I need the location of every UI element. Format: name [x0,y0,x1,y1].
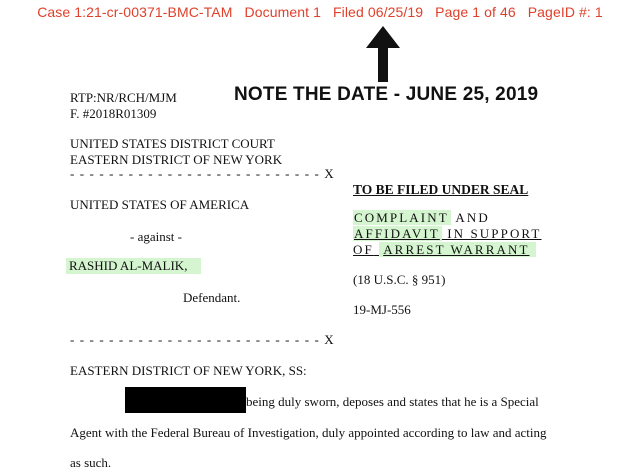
page-id: PageID #: 1 [527,4,603,20]
case-number: Case 1:21-cr-00371-BMC-TAM [37,4,233,20]
complaint-word: COMPLAINT [354,210,449,225]
caption-divider-top: - - - - - - - - - - - - - - - - - - - - - - - - - - X [70,166,335,181]
affidavit-line-3: as such. [70,455,112,470]
caption-line-1 [353,210,490,226]
up-arrow-icon [366,26,400,82]
page-count: Page 1 of 46 [435,4,516,20]
venue-line: EASTERN DISTRICT OF NEW YORK, SS: [70,363,307,378]
case-header [0,4,640,20]
date-annotation: NOTE THE DATE - JUNE 25, 2019 [234,84,539,105]
and-word: AND [450,210,490,225]
caption-line-3 [353,242,536,258]
in-support-words: IN SUPPORT [441,226,542,241]
affidavit-word: AFFIDAVIT [354,226,440,241]
of-word: OF [353,242,374,257]
affidavit-line-2: Agent with the Federal Bureau of Investigation, duly appointed according to law and acting [70,425,547,440]
against-label: - against - [130,229,182,244]
document-number: Document 1 [244,4,321,20]
defendant-label: Defendant. [183,290,241,305]
seal-notice: TO BE FILED UNDER SEAL [353,182,529,197]
filed-date: Filed 06/25/19 [332,4,424,20]
docket-number: 19-MJ-556 [353,302,411,317]
arrest-warrant-words: ARREST WARRANT [379,242,535,257]
plaintiff: UNITED STATES OF AMERICA [70,197,250,212]
filing-code-1: RTP:NR/RCH/MJM [70,90,177,105]
defendant-name: RASHID AL-MALIK, [66,258,201,274]
filing-code-2: F. #2018R01309 [70,106,157,121]
court-district: EASTERN DISTRICT OF NEW YORK [70,152,283,167]
statute-cite: (18 U.S.C. § 951) [353,272,446,287]
court-name: UNITED STATES DISTRICT COURT [70,136,275,151]
caption-divider-bottom: - - - - - - - - - - - - - - - - - - - - - - - - - - X [70,332,335,347]
caption-line-2 [353,226,541,242]
affidavit-line-1: being duly sworn, deposes and states that he is a Special [246,394,539,409]
redaction-box [125,387,246,413]
